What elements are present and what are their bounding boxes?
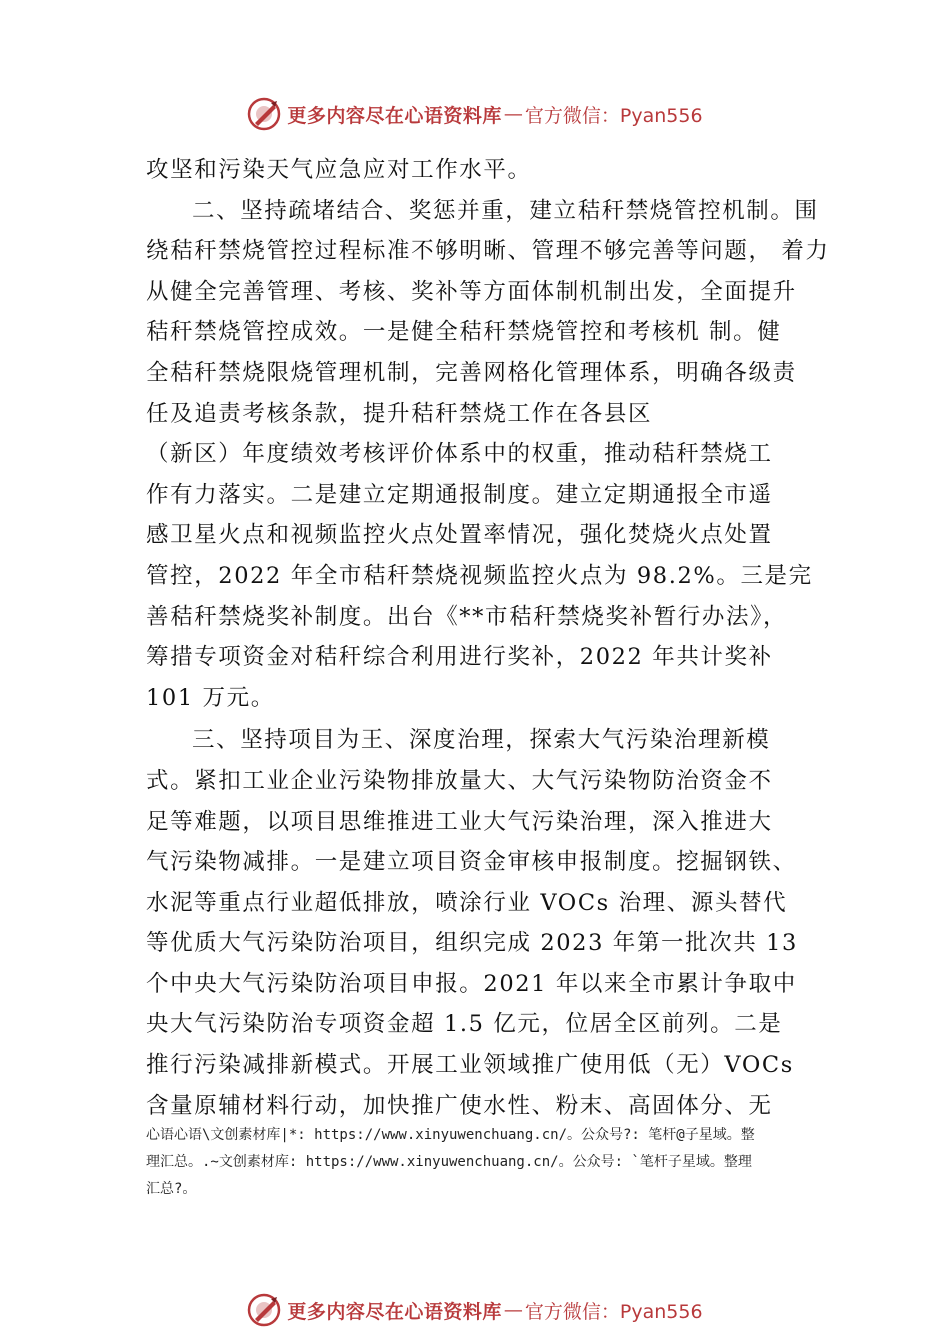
source-note-line: 理汇总。.~文创素材库: https://www.xinyuwenchuang.cn/。公众号: `笔杆子星域。整理 xyxy=(146,1154,752,1170)
banner-wechat-text: 官方微信：Pyan556 xyxy=(524,1300,703,1323)
body-line: 作有力落实。二是建立定期通报制度。建立定期通报全市遥 xyxy=(146,481,773,508)
body-line: 从健全完善管理、考核、奖补等方面体制机制出发，全面提升 xyxy=(146,278,797,305)
source-note-line: 心语心语\文创素材库|*: https://www.xinyuwenchuang.cn/。公众号?: 笔杆@子星域。整 xyxy=(146,1127,755,1143)
body-line: 管控，2022 年全市秸秆禁烧视频监控火点为 98.2%。三是完 xyxy=(146,562,813,589)
body-line: 全秸秆禁烧限烧管理机制，完善网格化管理体系，明确各级责 xyxy=(146,359,797,386)
source-note xyxy=(146,1122,836,1203)
banner-brand-text: 更多内容尽在心语资料库 xyxy=(287,1300,502,1323)
body-line: 推行污染减排新模式。开展工业领域推广使用低（无）VOCs xyxy=(146,1052,794,1079)
body-line: （新区）年度绩效考核评价体系中的权重，推动秸秆禁烧工 xyxy=(146,441,773,468)
banner-dash: — xyxy=(503,1299,523,1321)
brand-logo-icon xyxy=(247,1293,281,1327)
banner-brand-text: 更多内容尽在心语资料库 xyxy=(287,104,502,127)
body-line: 秸秆禁烧管控成效。一是健全秸秆禁烧管控和考核机 制。健 xyxy=(146,319,782,346)
banner-wechat-text: 官方微信：Pyan556 xyxy=(524,104,703,127)
body-line: 个中央大气污染防治项目申报。2021 年以来全市累计争取中 xyxy=(146,970,797,997)
body-line: 央大气污染防治专项资金超 1.5 亿元，位居全区前列。二是 xyxy=(146,1011,783,1038)
banner-dash: — xyxy=(503,103,523,125)
body-line: 气污染物减排。一是建立项目资金审核申报制度。挖掘钢铁、 xyxy=(146,849,797,876)
footer-banner xyxy=(0,1290,950,1330)
body-line: 足等难题，以项目思维推进工业大气污染治理，深入推进大 xyxy=(146,808,773,835)
source-note-line: 汇总?。 xyxy=(146,1181,197,1197)
body-line: 101 万元。 xyxy=(146,684,275,711)
brand-logo-icon xyxy=(247,97,281,131)
header-banner xyxy=(0,94,950,134)
body-line: 等优质大气污染防治项目，组织完成 2023 年第一批次共 13 xyxy=(146,930,798,957)
body-line: 善秸秆禁烧奖补制度。出台《**市秸秆禁烧奖补暂行办法》， xyxy=(146,603,788,630)
body-line: 三、坚持项目为王、深度治理，探索大气污染治理新模 xyxy=(192,727,771,754)
body-line: 水泥等重点行业超低排放，喷涂行业 VOCs 治理、源头替代 xyxy=(146,889,788,916)
body-line: 筹措专项资金对秸秆综合利用进行奖补，2022 年共计奖补 xyxy=(146,644,773,671)
body-line: 绕秸秆禁烧管控过程标准不够明晰、管理不够完善等问题， 着力 xyxy=(146,238,830,265)
body-line: 含量原辅材料行动，加快推广使水性、粉末、高固体分、无 xyxy=(146,1092,773,1119)
body-line: 攻坚和污染天气应急应对工作水平。 xyxy=(146,157,532,183)
body-line: 二、坚持疏堵结合、奖惩并重，建立秸秆禁烧管控机制。围 xyxy=(192,197,819,224)
body-line: 式。紧扣工业企业污染物排放量大、大气污染物防治资金不 xyxy=(146,767,773,794)
body-line: 任及追责考核条款，提升秸秆禁烧工作在各县区 xyxy=(146,400,653,427)
body-line: 感卫星火点和视频监控火点处置率情况，强化焚烧火点处置 xyxy=(146,522,773,549)
document-body xyxy=(146,150,836,1126)
